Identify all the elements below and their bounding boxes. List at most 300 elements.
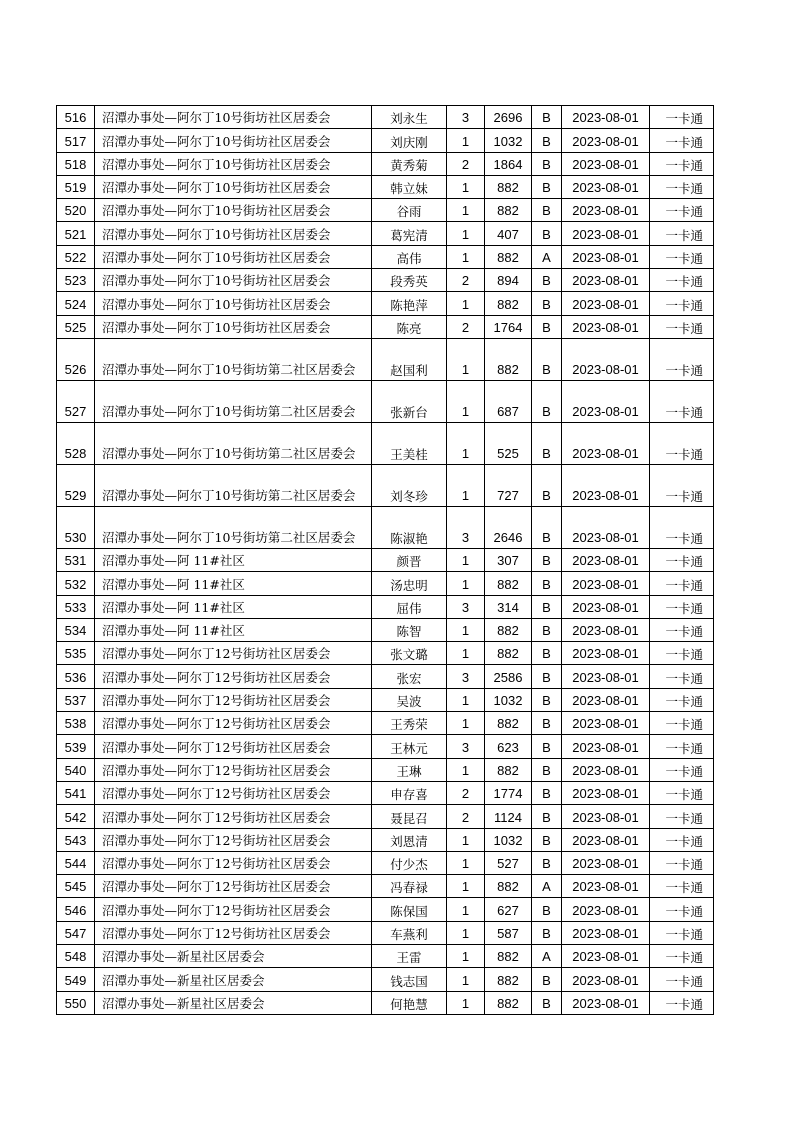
- row-number-cell: 517: [57, 129, 95, 152]
- amount-cell: 2586: [485, 665, 532, 688]
- person-name-cell: 王琳: [372, 758, 447, 781]
- table-row: [57, 292, 714, 315]
- row-number-cell: 521: [57, 222, 95, 245]
- category-cell: B: [532, 506, 562, 548]
- unit-name-cell: 沼潭办事处—新星社区居委会: [95, 991, 372, 1014]
- unit-name-cell: 沼潭办事处—阿尔丁12号街坊社区居委会: [95, 781, 372, 804]
- table-row: [57, 991, 714, 1014]
- issue-date-cell: 2023-08-01: [562, 548, 650, 571]
- unit-name-cell: 沼潭办事处—阿尔丁10号街坊社区居委会: [95, 106, 372, 129]
- amount-cell: 407: [485, 222, 532, 245]
- category-cell: B: [532, 152, 562, 175]
- row-number-cell: 528: [57, 422, 95, 464]
- household-count-cell: 2: [447, 805, 485, 828]
- payment-method-cell: 一卡通: [650, 712, 714, 735]
- amount-cell: 627: [485, 898, 532, 921]
- amount-cell: 882: [485, 968, 532, 991]
- unit-name-cell: 沼潭办事处—阿尔丁10号街坊社区居委会: [95, 269, 372, 292]
- row-number-cell: 537: [57, 688, 95, 711]
- category-cell: B: [532, 921, 562, 944]
- person-name-cell: 屈伟: [372, 595, 447, 618]
- unit-name-cell: 沼潭办事处—阿 11#社区: [95, 572, 372, 595]
- person-name-cell: 冯春禄: [372, 875, 447, 898]
- row-number-cell: 550: [57, 991, 95, 1014]
- payment-method-cell: 一卡通: [650, 199, 714, 222]
- person-name-cell: 陈智: [372, 618, 447, 641]
- person-name-cell: 高伟: [372, 245, 447, 268]
- amount-cell: 882: [485, 572, 532, 595]
- category-cell: B: [532, 315, 562, 338]
- household-count-cell: 1: [447, 175, 485, 198]
- payment-method-cell: 一卡通: [650, 595, 714, 618]
- row-number-cell: 538: [57, 712, 95, 735]
- amount-cell: 882: [485, 338, 532, 380]
- row-number-cell: 522: [57, 245, 95, 268]
- table-row: [57, 665, 714, 688]
- amount-cell: 2646: [485, 506, 532, 548]
- row-number-cell: 536: [57, 665, 95, 688]
- amount-cell: 882: [485, 712, 532, 735]
- issue-date-cell: 2023-08-01: [562, 758, 650, 781]
- row-number-cell: 519: [57, 175, 95, 198]
- person-name-cell: 王林元: [372, 735, 447, 758]
- table-row: [57, 945, 714, 968]
- household-count-cell: 1: [447, 921, 485, 944]
- payment-method-cell: 一卡通: [650, 292, 714, 315]
- unit-name-cell: 沼潭办事处—阿尔丁12号街坊社区居委会: [95, 688, 372, 711]
- household-count-cell: 2: [447, 315, 485, 338]
- issue-date-cell: 2023-08-01: [562, 712, 650, 735]
- row-number-cell: 527: [57, 380, 95, 422]
- unit-name-cell: 沼潭办事处—阿尔丁10号街坊社区居委会: [95, 292, 372, 315]
- household-count-cell: 1: [447, 292, 485, 315]
- household-count-cell: 2: [447, 781, 485, 804]
- household-count-cell: 3: [447, 106, 485, 129]
- unit-name-cell: 沼潭办事处—阿尔丁10号街坊第二社区居委会: [95, 380, 372, 422]
- amount-cell: 1764: [485, 315, 532, 338]
- issue-date-cell: 2023-08-01: [562, 945, 650, 968]
- issue-date-cell: 2023-08-01: [562, 805, 650, 828]
- amount-cell: 882: [485, 618, 532, 641]
- payment-method-cell: 一卡通: [650, 129, 714, 152]
- amount-cell: 882: [485, 875, 532, 898]
- issue-date-cell: 2023-08-01: [562, 991, 650, 1014]
- payment-method-cell: 一卡通: [650, 618, 714, 641]
- row-number-cell: 546: [57, 898, 95, 921]
- table-row: [57, 422, 714, 464]
- amount-cell: 687: [485, 380, 532, 422]
- category-cell: B: [532, 199, 562, 222]
- category-cell: B: [532, 898, 562, 921]
- category-cell: B: [532, 380, 562, 422]
- table-row: [57, 968, 714, 991]
- issue-date-cell: 2023-08-01: [562, 422, 650, 464]
- row-number-cell: 529: [57, 464, 95, 506]
- payment-method-cell: 一卡通: [650, 805, 714, 828]
- table-row: [57, 548, 714, 571]
- payment-method-cell: 一卡通: [650, 152, 714, 175]
- amount-cell: 727: [485, 464, 532, 506]
- issue-date-cell: 2023-08-01: [562, 106, 650, 129]
- row-number-cell: 520: [57, 199, 95, 222]
- table-row: [57, 735, 714, 758]
- household-count-cell: 3: [447, 735, 485, 758]
- row-number-cell: 543: [57, 828, 95, 851]
- payment-method-cell: 一卡通: [650, 422, 714, 464]
- amount-cell: 525: [485, 422, 532, 464]
- payment-method-cell: 一卡通: [650, 665, 714, 688]
- issue-date-cell: 2023-08-01: [562, 152, 650, 175]
- issue-date-cell: 2023-08-01: [562, 175, 650, 198]
- table-row: [57, 506, 714, 548]
- household-count-cell: 1: [447, 422, 485, 464]
- household-count-cell: 1: [447, 642, 485, 665]
- amount-cell: 307: [485, 548, 532, 571]
- household-count-cell: 1: [447, 199, 485, 222]
- person-name-cell: 何艳慧: [372, 991, 447, 1014]
- household-count-cell: 1: [447, 688, 485, 711]
- category-cell: B: [532, 222, 562, 245]
- amount-cell: 587: [485, 921, 532, 944]
- person-name-cell: 段秀英: [372, 269, 447, 292]
- household-count-cell: 1: [447, 245, 485, 268]
- amount-cell: 894: [485, 269, 532, 292]
- person-name-cell: 刘庆刚: [372, 129, 447, 152]
- table-row: [57, 921, 714, 944]
- household-count-cell: 1: [447, 129, 485, 152]
- payment-method-cell: 一卡通: [650, 875, 714, 898]
- unit-name-cell: 沼潭办事处—新星社区居委会: [95, 968, 372, 991]
- issue-date-cell: 2023-08-01: [562, 898, 650, 921]
- amount-cell: 882: [485, 292, 532, 315]
- table-row: [57, 898, 714, 921]
- unit-name-cell: 沼潭办事处—阿尔丁12号街坊社区居委会: [95, 828, 372, 851]
- category-cell: B: [532, 338, 562, 380]
- row-number-cell: 547: [57, 921, 95, 944]
- person-name-cell: 陈淑艳: [372, 506, 447, 548]
- category-cell: B: [532, 292, 562, 315]
- amount-cell: 882: [485, 758, 532, 781]
- payment-method-cell: 一卡通: [650, 642, 714, 665]
- amount-cell: 527: [485, 851, 532, 874]
- household-count-cell: 1: [447, 712, 485, 735]
- category-cell: B: [532, 851, 562, 874]
- amount-cell: 882: [485, 642, 532, 665]
- row-number-cell: 523: [57, 269, 95, 292]
- category-cell: A: [532, 245, 562, 268]
- person-name-cell: 付少杰: [372, 851, 447, 874]
- issue-date-cell: 2023-08-01: [562, 828, 650, 851]
- category-cell: B: [532, 106, 562, 129]
- person-name-cell: 谷雨: [372, 199, 447, 222]
- row-number-cell: 524: [57, 292, 95, 315]
- category-cell: A: [532, 945, 562, 968]
- issue-date-cell: 2023-08-01: [562, 968, 650, 991]
- category-cell: B: [532, 129, 562, 152]
- amount-cell: 623: [485, 735, 532, 758]
- household-count-cell: 1: [447, 464, 485, 506]
- table-row: [57, 106, 714, 129]
- issue-date-cell: 2023-08-01: [562, 315, 650, 338]
- row-number-cell: 544: [57, 851, 95, 874]
- category-cell: B: [532, 758, 562, 781]
- household-count-cell: 1: [447, 222, 485, 245]
- household-count-cell: 2: [447, 269, 485, 292]
- table-row: [57, 875, 714, 898]
- household-count-cell: 1: [447, 968, 485, 991]
- unit-name-cell: 沼潭办事处—阿尔丁12号街坊社区居委会: [95, 758, 372, 781]
- category-cell: B: [532, 422, 562, 464]
- payment-method-cell: 一卡通: [650, 991, 714, 1014]
- person-name-cell: 黄秀菊: [372, 152, 447, 175]
- household-count-cell: 3: [447, 506, 485, 548]
- row-number-cell: 525: [57, 315, 95, 338]
- household-count-cell: 1: [447, 572, 485, 595]
- issue-date-cell: 2023-08-01: [562, 851, 650, 874]
- person-name-cell: 张新台: [372, 380, 447, 422]
- row-number-cell: 545: [57, 875, 95, 898]
- issue-date-cell: 2023-08-01: [562, 269, 650, 292]
- category-cell: B: [532, 991, 562, 1014]
- payment-method-cell: 一卡通: [650, 380, 714, 422]
- payment-method-cell: 一卡通: [650, 898, 714, 921]
- category-cell: A: [532, 875, 562, 898]
- unit-name-cell: 沼潭办事处—阿尔丁12号街坊社区居委会: [95, 805, 372, 828]
- payment-method-cell: 一卡通: [650, 506, 714, 548]
- payment-method-cell: 一卡通: [650, 106, 714, 129]
- table-row: [57, 269, 714, 292]
- payment-method-cell: 一卡通: [650, 222, 714, 245]
- amount-cell: 882: [485, 991, 532, 1014]
- category-cell: B: [532, 464, 562, 506]
- category-cell: B: [532, 618, 562, 641]
- payment-method-cell: 一卡通: [650, 945, 714, 968]
- payment-method-cell: 一卡通: [650, 315, 714, 338]
- household-count-cell: 1: [447, 828, 485, 851]
- table-row: [57, 712, 714, 735]
- unit-name-cell: 沼潭办事处—阿尔丁10号街坊第二社区居委会: [95, 338, 372, 380]
- issue-date-cell: 2023-08-01: [562, 875, 650, 898]
- amount-cell: 2696: [485, 106, 532, 129]
- issue-date-cell: 2023-08-01: [562, 506, 650, 548]
- payment-method-cell: 一卡通: [650, 968, 714, 991]
- table-body: [57, 106, 714, 1015]
- unit-name-cell: 沼潭办事处—新星社区居委会: [95, 945, 372, 968]
- table-row: [57, 781, 714, 804]
- issue-date-cell: 2023-08-01: [562, 338, 650, 380]
- person-name-cell: 陈保国: [372, 898, 447, 921]
- household-count-cell: 1: [447, 548, 485, 571]
- person-name-cell: 陈亮: [372, 315, 447, 338]
- row-number-cell: 534: [57, 618, 95, 641]
- unit-name-cell: 沼潭办事处—阿尔丁12号街坊社区居委会: [95, 921, 372, 944]
- amount-cell: 1124: [485, 805, 532, 828]
- household-count-cell: 1: [447, 851, 485, 874]
- person-name-cell: 王美桂: [372, 422, 447, 464]
- category-cell: B: [532, 665, 562, 688]
- category-cell: B: [532, 828, 562, 851]
- unit-name-cell: 沼潭办事处—阿尔丁12号街坊社区居委会: [95, 712, 372, 735]
- table-row: [57, 152, 714, 175]
- payment-method-cell: 一卡通: [650, 851, 714, 874]
- payment-method-cell: 一卡通: [650, 269, 714, 292]
- payment-method-cell: 一卡通: [650, 572, 714, 595]
- category-cell: B: [532, 968, 562, 991]
- unit-name-cell: 沼潭办事处—阿 11#社区: [95, 618, 372, 641]
- table-row: [57, 175, 714, 198]
- issue-date-cell: 2023-08-01: [562, 642, 650, 665]
- person-name-cell: 陈艳萍: [372, 292, 447, 315]
- person-name-cell: 钱志国: [372, 968, 447, 991]
- table-row: [57, 688, 714, 711]
- row-number-cell: 531: [57, 548, 95, 571]
- category-cell: B: [532, 642, 562, 665]
- payment-method-cell: 一卡通: [650, 758, 714, 781]
- table-row: [57, 129, 714, 152]
- amount-cell: 1774: [485, 781, 532, 804]
- amount-cell: 1864: [485, 152, 532, 175]
- row-number-cell: 518: [57, 152, 95, 175]
- payment-method-cell: 一卡通: [650, 688, 714, 711]
- amount-cell: 1032: [485, 129, 532, 152]
- person-name-cell: 刘恩清: [372, 828, 447, 851]
- household-count-cell: 3: [447, 665, 485, 688]
- unit-name-cell: 沼潭办事处—阿尔丁10号街坊第二社区居委会: [95, 506, 372, 548]
- table-row: [57, 805, 714, 828]
- row-number-cell: 533: [57, 595, 95, 618]
- unit-name-cell: 沼潭办事处—阿尔丁10号街坊社区居委会: [95, 199, 372, 222]
- amount-cell: 882: [485, 199, 532, 222]
- payment-method-cell: 一卡通: [650, 828, 714, 851]
- payment-method-cell: 一卡通: [650, 548, 714, 571]
- issue-date-cell: 2023-08-01: [562, 665, 650, 688]
- row-number-cell: 535: [57, 642, 95, 665]
- row-number-cell: 516: [57, 106, 95, 129]
- payment-method-cell: 一卡通: [650, 921, 714, 944]
- unit-name-cell: 沼潭办事处—阿尔丁12号街坊社区居委会: [95, 735, 372, 758]
- row-number-cell: 542: [57, 805, 95, 828]
- row-number-cell: 541: [57, 781, 95, 804]
- category-cell: B: [532, 572, 562, 595]
- row-number-cell: 548: [57, 945, 95, 968]
- person-name-cell: 吴波: [372, 688, 447, 711]
- amount-cell: 314: [485, 595, 532, 618]
- person-name-cell: 刘冬珍: [372, 464, 447, 506]
- household-count-cell: 2: [447, 152, 485, 175]
- household-count-cell: 1: [447, 875, 485, 898]
- person-name-cell: 张文璐: [372, 642, 447, 665]
- unit-name-cell: 沼潭办事处—阿尔丁12号街坊社区居委会: [95, 851, 372, 874]
- payment-method-cell: 一卡通: [650, 735, 714, 758]
- household-count-cell: 1: [447, 898, 485, 921]
- unit-name-cell: 沼潭办事处—阿尔丁10号街坊第二社区居委会: [95, 422, 372, 464]
- category-cell: B: [532, 781, 562, 804]
- person-name-cell: 颜晋: [372, 548, 447, 571]
- category-cell: B: [532, 712, 562, 735]
- payment-method-cell: 一卡通: [650, 338, 714, 380]
- unit-name-cell: 沼潭办事处—阿尔丁10号街坊社区居委会: [95, 129, 372, 152]
- table-row: [57, 642, 714, 665]
- row-number-cell: 540: [57, 758, 95, 781]
- issue-date-cell: 2023-08-01: [562, 222, 650, 245]
- issue-date-cell: 2023-08-01: [562, 292, 650, 315]
- table-row: [57, 595, 714, 618]
- issue-date-cell: 2023-08-01: [562, 380, 650, 422]
- issue-date-cell: 2023-08-01: [562, 129, 650, 152]
- issue-date-cell: 2023-08-01: [562, 245, 650, 268]
- category-cell: B: [532, 688, 562, 711]
- issue-date-cell: 2023-08-01: [562, 735, 650, 758]
- unit-name-cell: 沼潭办事处—阿尔丁12号街坊社区居委会: [95, 665, 372, 688]
- issue-date-cell: 2023-08-01: [562, 464, 650, 506]
- household-count-cell: 3: [447, 595, 485, 618]
- amount-cell: 1032: [485, 828, 532, 851]
- unit-name-cell: 沼潭办事处—阿尔丁10号街坊社区居委会: [95, 315, 372, 338]
- table-row: [57, 828, 714, 851]
- household-count-cell: 1: [447, 380, 485, 422]
- unit-name-cell: 沼潭办事处—阿尔丁10号街坊社区居委会: [95, 245, 372, 268]
- payment-method-cell: 一卡通: [650, 781, 714, 804]
- unit-name-cell: 沼潭办事处—阿尔丁12号街坊社区居委会: [95, 875, 372, 898]
- category-cell: B: [532, 269, 562, 292]
- table-row: [57, 758, 714, 781]
- person-name-cell: 王雷: [372, 945, 447, 968]
- row-number-cell: 530: [57, 506, 95, 548]
- person-name-cell: 汤忠明: [372, 572, 447, 595]
- household-count-cell: 1: [447, 758, 485, 781]
- unit-name-cell: 沼潭办事处—阿 11#社区: [95, 548, 372, 571]
- person-name-cell: 葛宪清: [372, 222, 447, 245]
- table-row: [57, 315, 714, 338]
- person-name-cell: 韩立妹: [372, 175, 447, 198]
- table-row: [57, 199, 714, 222]
- category-cell: B: [532, 548, 562, 571]
- row-number-cell: 526: [57, 338, 95, 380]
- category-cell: B: [532, 805, 562, 828]
- issue-date-cell: 2023-08-01: [562, 572, 650, 595]
- issue-date-cell: 2023-08-01: [562, 199, 650, 222]
- unit-name-cell: 沼潭办事处—阿尔丁10号街坊第二社区居委会: [95, 464, 372, 506]
- relief-roster-table: [56, 105, 714, 1015]
- unit-name-cell: 沼潭办事处—阿尔丁10号街坊社区居委会: [95, 222, 372, 245]
- household-count-cell: 1: [447, 338, 485, 380]
- person-name-cell: 车燕利: [372, 921, 447, 944]
- table-row: [57, 222, 714, 245]
- amount-cell: 882: [485, 245, 532, 268]
- category-cell: B: [532, 735, 562, 758]
- table-row: [57, 572, 714, 595]
- person-name-cell: 张宏: [372, 665, 447, 688]
- payment-method-cell: 一卡通: [650, 464, 714, 506]
- row-number-cell: 549: [57, 968, 95, 991]
- table-row: [57, 618, 714, 641]
- issue-date-cell: 2023-08-01: [562, 595, 650, 618]
- row-number-cell: 539: [57, 735, 95, 758]
- unit-name-cell: 沼潭办事处—阿尔丁10号街坊社区居委会: [95, 152, 372, 175]
- table-row: [57, 338, 714, 380]
- category-cell: B: [532, 175, 562, 198]
- unit-name-cell: 沼潭办事处—阿尔丁12号街坊社区居委会: [95, 642, 372, 665]
- person-name-cell: 王秀荣: [372, 712, 447, 735]
- unit-name-cell: 沼潭办事处—阿尔丁10号街坊社区居委会: [95, 175, 372, 198]
- unit-name-cell: 沼潭办事处—阿尔丁12号街坊社区居委会: [95, 898, 372, 921]
- amount-cell: 1032: [485, 688, 532, 711]
- category-cell: B: [532, 595, 562, 618]
- issue-date-cell: 2023-08-01: [562, 781, 650, 804]
- person-name-cell: 赵国利: [372, 338, 447, 380]
- table-row: [57, 380, 714, 422]
- issue-date-cell: 2023-08-01: [562, 618, 650, 641]
